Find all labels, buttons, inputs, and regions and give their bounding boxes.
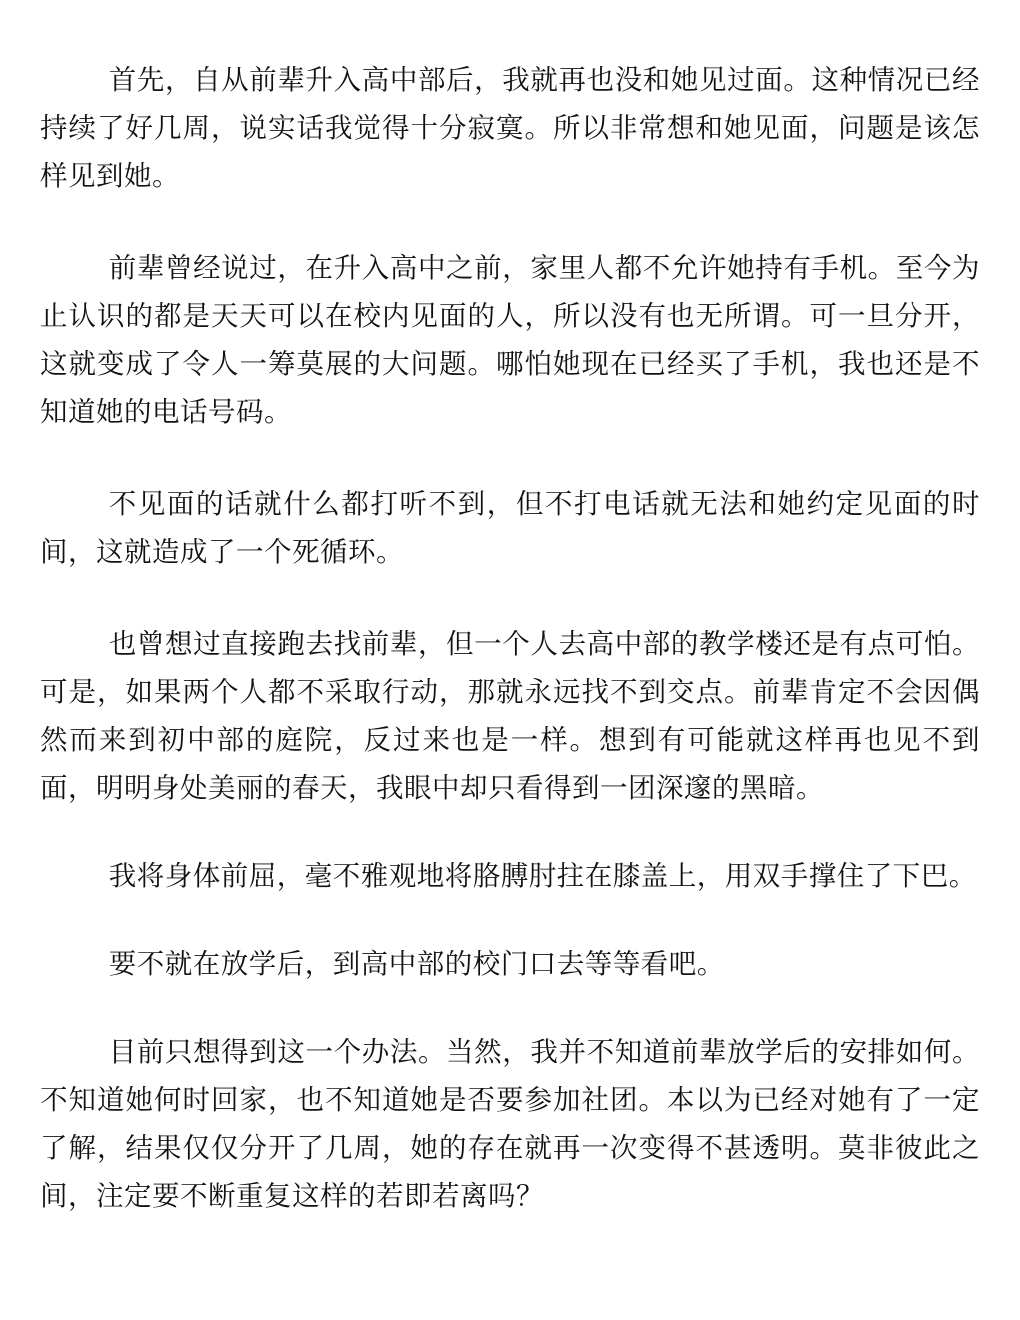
paragraph-7: 目前只想得到这一个办法。当然，我并不知道前辈放学后的安排如何。不知道她何时回家，也不知道她是否要参加社团。本以为已经对她有了一定了解，结果仅仅分开了几周，她的存在就再一次变得不甚透明。莫非彼此之间，注定要不断重复这样的若即若离吗？ xyxy=(40,1036,980,1212)
paragraph-5: 我将身体前屈，毫不雅观地将胳膊肘拄在膝盖上，用双手撑住了下巴。 xyxy=(108,860,977,892)
paragraph-6: 要不就在放学后，到高中部的校门口去等等看吧。 xyxy=(108,948,725,980)
paragraph-1: 首先，自从前辈升入高中部后，我就再也没和她见过面。这种情况已经持续了好几周，说实话我觉得十分寂寞。所以非常想和她见面，问题是该怎样见到她。 xyxy=(40,64,980,192)
paragraph-3: 不见面的话就什么都打听不到，但不打电话就无法和她约定见面的时间，这就造成了一个死循环。 xyxy=(40,488,980,568)
paragraph-2: 前辈曾经说过，在升入高中之前，家里人都不允许她持有手机。至今为止认识的都是天天可以在校内见面的人，所以没有也无所谓。可一旦分开，这就变成了令人一筹莫展的大问题。哪怕她现在已经买了手机，我也还是不知道她的电话号码。 xyxy=(40,252,980,428)
paragraph-4: 也曾想过直接跑去找前辈，但一个人去高中部的教学楼还是有点可怕。可是，如果两个人都不采取行动，那就永远找不到交点。前辈肯定不会因偶然而来到初中部的庭院，反过来也是一样。想到有可能就这样再也见不到面，明明身处美丽的春天，我眼中却只看得到一团深邃的黑暗。 xyxy=(40,628,980,804)
